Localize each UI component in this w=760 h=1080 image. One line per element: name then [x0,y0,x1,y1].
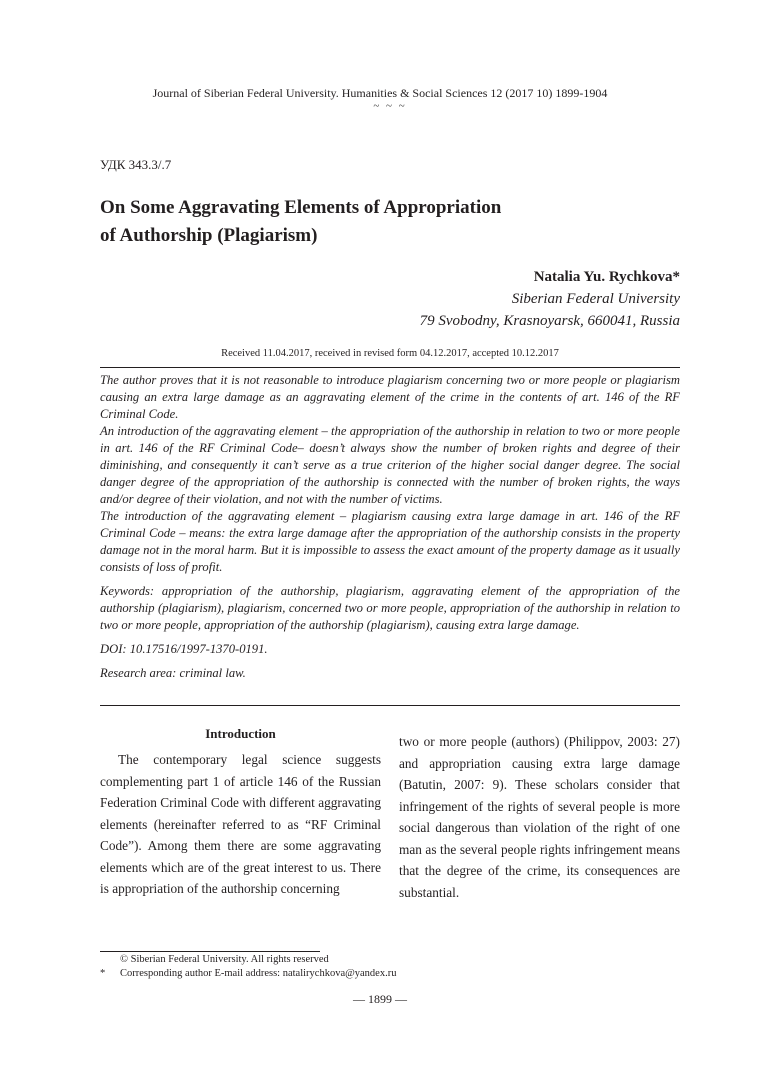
corresponding-author-note: Corresponding author E-mail address: natalirychkova@yandex.ru [120,968,397,979]
abstract-bottom-rule [100,705,680,706]
research-area: Research area: criminal law. [100,666,246,680]
abstract-paragraph: The author proves that it is not reasonable to introduce plagiarism concerning two or more people or plagiarism causing an extra large damage as an aggravating element of the crime in the contents of art. 146 of the RF Criminal Code. [100,373,680,421]
body-column-left [100,749,381,900]
abstract-paragraph: An introduction of the aggravating element – the appropriation of the authorship in relation to two or more people in art. 146 of the RF Criminal Code– doesn’t always show the number of broken rights and degree of their diminishing, and consequently it can’t serve as a true criterion of the higher social danger degree. The social danger degree of the appropriation of the authorship is connected with the number of broken rights, the ways and/or degree of their violation, and not with the number of victims. [100,424,680,506]
journal-header: Journal of Siberian Federal University. Humanities & Social Sciences 12 (2017 10) 1899-1904 [152,86,608,100]
copyright-note: © Siberian Federal University. All rights reserved [120,954,329,965]
header-ornament: ~ ~ ~ [373,100,407,112]
body-paragraph: two or more people (authors) (Philippov, 2003: 27) and appropriation causing extra large damage (Batutin, 2007: 9). These scholars consider that infringement of the rights of several people is more social dangerous than violation of the right of one man as the several people rights infringement means that the degree of the crime, its consequences are substantial. [399,734,680,900]
footnote-star: * [100,968,106,979]
author-block [420,266,680,332]
article-title [100,194,660,250]
abstract-top-rule [100,367,680,368]
body-column-right [399,731,680,903]
abstract [100,372,680,682]
keywords: Keywords: appropriation of the authorship, plagiarism, aggravating element of the appropriation of the authorship (plagiarism), plagiarism, concerned two or more people, appropriation of the authorship in relation to two or more people, appropriation of the authorship (plagiarism), causing extra large damage. [100,584,680,632]
udk-code: УДК 343.3/.7 [100,157,172,172]
page-number: — 1899 — [353,992,407,1006]
section-heading-introduction: Introduction [205,726,276,741]
title-line-2: of Authorship (Plagiarism) [100,225,318,246]
author-address: 79 Svobodny, Krasnoyarsk, 660041, Russia [419,313,680,329]
footnote-rule [100,951,320,952]
title-line-1: On Some Aggravating Elements of Appropriation [100,197,502,218]
footnotes [100,953,396,981]
author-affiliation: Siberian Federal University [511,291,680,307]
doi: DOI: 10.17516/1997-1370-0191. [100,642,268,656]
received-dates: Received 11.04.2017, received in revised form 04.12.2017, accepted 10.12.2017 [221,348,559,359]
author-name: Natalia Yu. Rychkova* [533,269,680,285]
abstract-paragraph: The introduction of the aggravating element – plagiarism causing extra large damage in art. 146 of the RF Criminal Code – means: the extra large damage after the appropriation of the authorship consists in the property damage not in the moral harm. But it is impossible to assess the exact amount of the property damage as it usually consists of loss of profit. [100,509,680,574]
body-paragraph: The contemporary legal science suggests complementing part 1 of article 146 of the Russian Federation Criminal Code with different aggravating elements (hereinafter referred to as “RF Criminal Code”). Among them there are some aggravating elements which are of the great interest to us. There is appropriation of the authorship concerning [100,752,381,896]
